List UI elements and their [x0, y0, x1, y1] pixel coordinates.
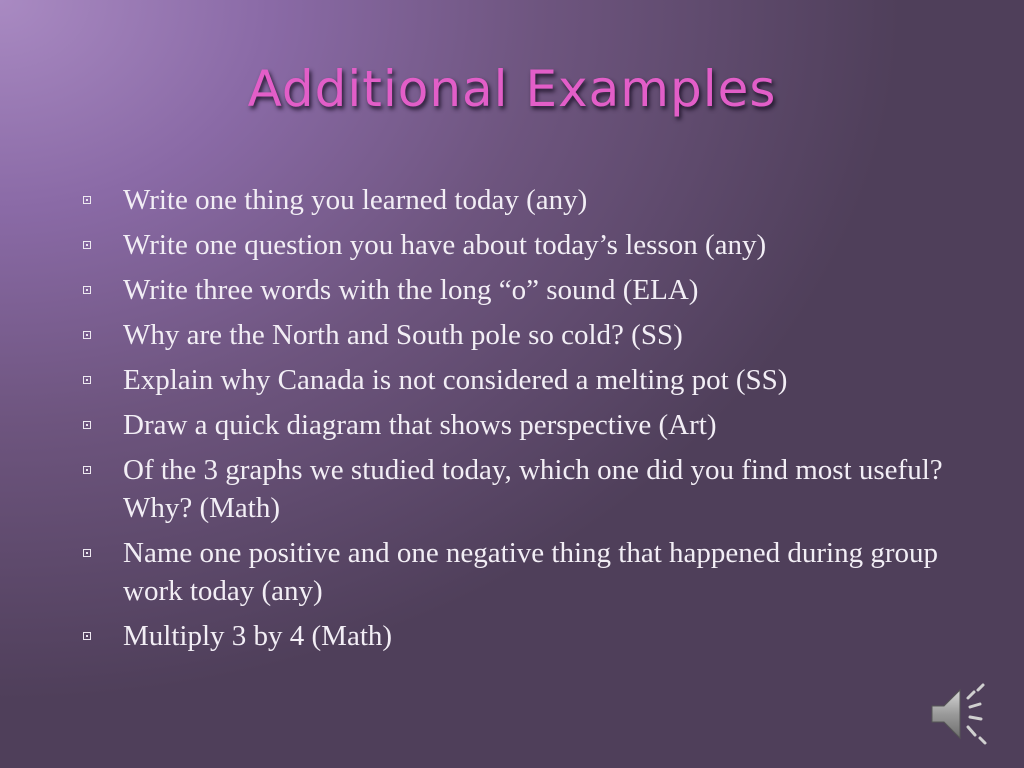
square-bullet-icon [83, 376, 91, 384]
list-item [78, 271, 978, 309]
list-item [78, 226, 978, 264]
square-bullet-icon [83, 286, 91, 294]
list-item [78, 451, 978, 527]
square-bullet-icon [83, 331, 91, 339]
bullet-list [78, 181, 978, 662]
bullet-text: Why are the North and South pole so cold? (SS) [123, 319, 683, 351]
square-bullet-icon [83, 632, 91, 640]
list-item [78, 181, 978, 219]
bullet-text: Draw a quick diagram that shows perspective (Art) [123, 409, 717, 441]
bullet-text: Multiply 3 by 4 (Math) [123, 620, 393, 652]
square-bullet-icon [83, 196, 91, 204]
square-bullet-icon [83, 549, 91, 557]
bullet-text: Name one positive and one negative thing that happened during group work today (any) [123, 537, 939, 607]
list-item [78, 361, 978, 399]
bullet-text: Of the 3 graphs we studied today, which one did you find most useful? Why? (Math) [123, 454, 943, 524]
bullet-text: Write one question you have about today’s lesson (any) [123, 229, 767, 261]
bullet-text: Write one thing you learned today (any) [123, 184, 588, 216]
square-bullet-icon [83, 241, 91, 249]
bullet-text: Write three words with the long “o” sound (ELA) [123, 274, 699, 306]
list-item [78, 534, 978, 610]
list-item [78, 617, 978, 655]
square-bullet-icon [83, 421, 91, 429]
list-item [78, 316, 978, 354]
list-item [78, 406, 978, 444]
slide-title: Additional Examples [247, 60, 777, 118]
bullet-text: Explain why Canada is not considered a melting pot (SS) [123, 364, 788, 396]
square-bullet-icon [83, 466, 91, 474]
speaker-icon[interactable] [928, 682, 994, 746]
